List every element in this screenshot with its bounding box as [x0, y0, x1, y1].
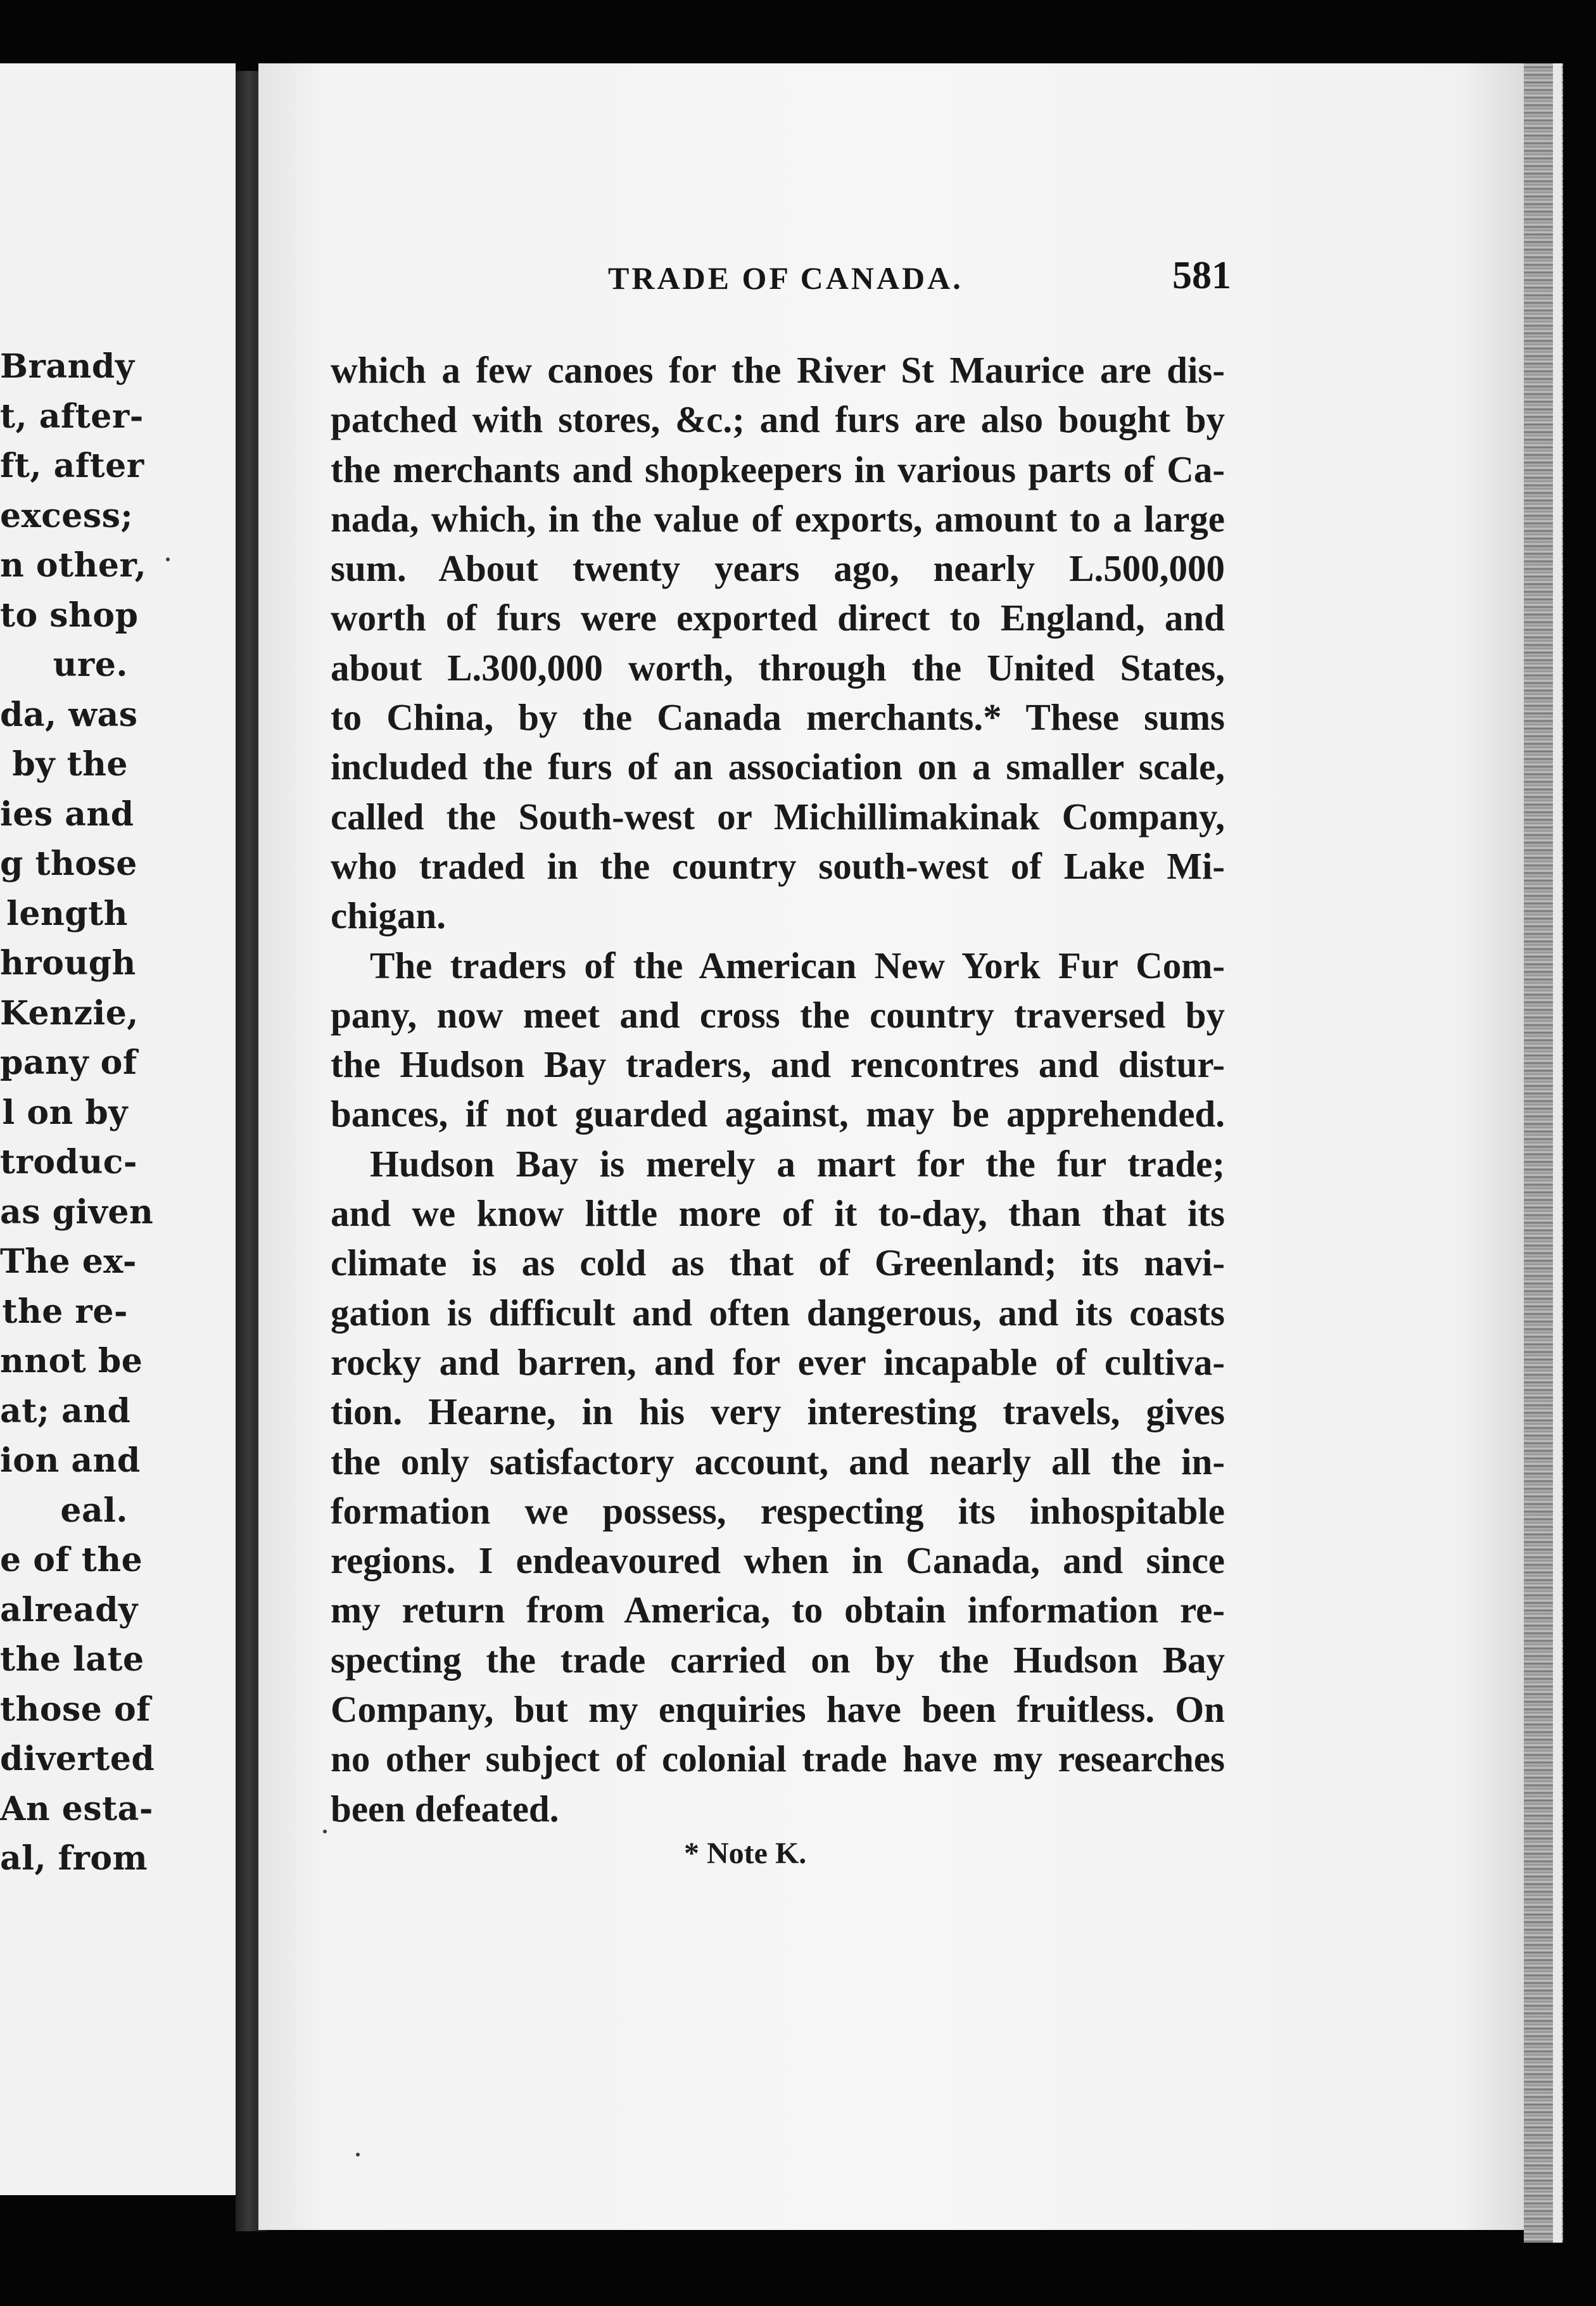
facing-line: diverted — [0, 1740, 155, 1778]
facing-line: e of the — [0, 1541, 143, 1579]
facing-line: da, was — [0, 695, 138, 734]
paragraph-start-line: Hudson Bay is merely a mart for the fur trade; — [370, 1142, 1225, 1185]
text-line: patched with stores, &c.; and furs are also bought by — [331, 398, 1225, 441]
text-line: and we know little more of it to-day, than that its — [331, 1192, 1225, 1235]
facing-line: g those — [0, 844, 137, 883]
facing-line: as given — [0, 1192, 154, 1232]
facing-line: length — [6, 894, 128, 933]
text-line: sum. About twenty years ago, nearly L.500,000 — [331, 547, 1225, 590]
facing-page — [0, 63, 236, 2195]
paragraph-end-line: been defeated. — [331, 1787, 559, 1830]
facing-page-text — [0, 342, 236, 1884]
paragraph-end-line: chigan. — [331, 895, 446, 937]
text-line: no other subject of colonial trade have my researches — [331, 1738, 1225, 1780]
footnote: * Note K. — [684, 1837, 807, 1870]
page-number: 581 — [1172, 254, 1231, 297]
facing-line: n other, — [0, 546, 147, 585]
text-line: who traded in the country south-west of Lake Mi- — [331, 844, 1225, 887]
facing-line: hrough — [0, 944, 136, 983]
facing-line: al, from — [0, 1839, 148, 1878]
facing-line: excess; — [0, 496, 134, 535]
facing-line: troduc- — [0, 1143, 138, 1182]
text-line: the only satisfactory account, and nearly all the in- — [331, 1440, 1225, 1482]
text-line: gation is difficult and often dangerous, and its coasts — [331, 1291, 1225, 1334]
facing-line: at; and — [0, 1391, 131, 1430]
text-line: specting the trade carried on by the Hudson Bay — [331, 1638, 1225, 1681]
text-line: rocky and barren, and for ever incapable of cultiva- — [331, 1341, 1225, 1383]
text-line: Company, but my enquiries have been fruitless. On — [331, 1688, 1225, 1731]
running-title: TRADE OF CANADA. — [608, 260, 963, 296]
text-line: worth of furs were exported direct to England, and — [331, 597, 1225, 639]
facing-line: to shop — [0, 596, 139, 635]
text-line: which a few canoes for the River St Maurice are dis- — [331, 349, 1225, 391]
facing-line: Kenzie, — [0, 993, 139, 1033]
text-line: tion. Hearne, in his very interesting travels, gives — [331, 1391, 1225, 1433]
text-line: the merchants and shopkeepers in various parts of Ca- — [331, 448, 1225, 490]
paragraph-start-line: The traders of the American New York Fur Com- — [370, 944, 1225, 986]
text-line: to China, by the Canada merchants.* These sums — [331, 696, 1225, 739]
facing-line: ft, after — [0, 447, 144, 485]
facing-line: t, after- — [0, 397, 144, 436]
page-edge-highlight — [1553, 63, 1562, 2243]
text-line: about L.300,000 worth, through the United States, — [331, 646, 1225, 689]
text-line: my return from America, to obtain information re- — [331, 1589, 1225, 1631]
facing-line: Brandy — [0, 347, 135, 386]
paragraph-end-line: bances, if not guarded against, may be apprehended. — [331, 1093, 1225, 1135]
text-line: formation we possess, respecting its inhospitable — [331, 1489, 1225, 1532]
running-head — [329, 253, 1229, 310]
facing-line: The ex- — [0, 1242, 137, 1281]
facing-line: l on by — [2, 1093, 128, 1132]
facing-line: An esta- — [0, 1789, 153, 1828]
facing-line: ure. — [53, 646, 128, 684]
scan-speck — [323, 1830, 327, 1833]
text-line: regions. I endeavoured when in Canada, and since — [331, 1539, 1225, 1582]
text-line: climate is as cold as that of Greenland; its navi- — [331, 1242, 1225, 1284]
facing-line: the late — [0, 1640, 144, 1679]
body-text — [331, 345, 1225, 1833]
facing-line: the re- — [2, 1292, 128, 1331]
facing-line: those of — [0, 1690, 151, 1729]
facing-line: by the — [12, 745, 128, 784]
scan-speck — [356, 2153, 360, 2156]
scan-speck — [166, 557, 170, 561]
facing-line: ies and — [0, 794, 134, 834]
text-line: called the South-west or Michillimakinak Company, — [331, 795, 1225, 838]
facing-line: already — [0, 1590, 138, 1629]
text-line: nada, which, in the value of exports, amount to a large — [331, 497, 1225, 540]
facing-line: eal. — [60, 1491, 128, 1530]
facing-line: pany of — [0, 1043, 137, 1082]
text-line: the Hudson Bay traders, and rencontres and distur- — [331, 1043, 1225, 1086]
text-line: included the furs of an association on a smaller scale, — [331, 746, 1225, 788]
facing-line: nnot be — [0, 1342, 143, 1380]
facing-line: ion and — [0, 1441, 141, 1480]
text-line: pany, now meet and cross the country traversed by — [331, 993, 1225, 1036]
